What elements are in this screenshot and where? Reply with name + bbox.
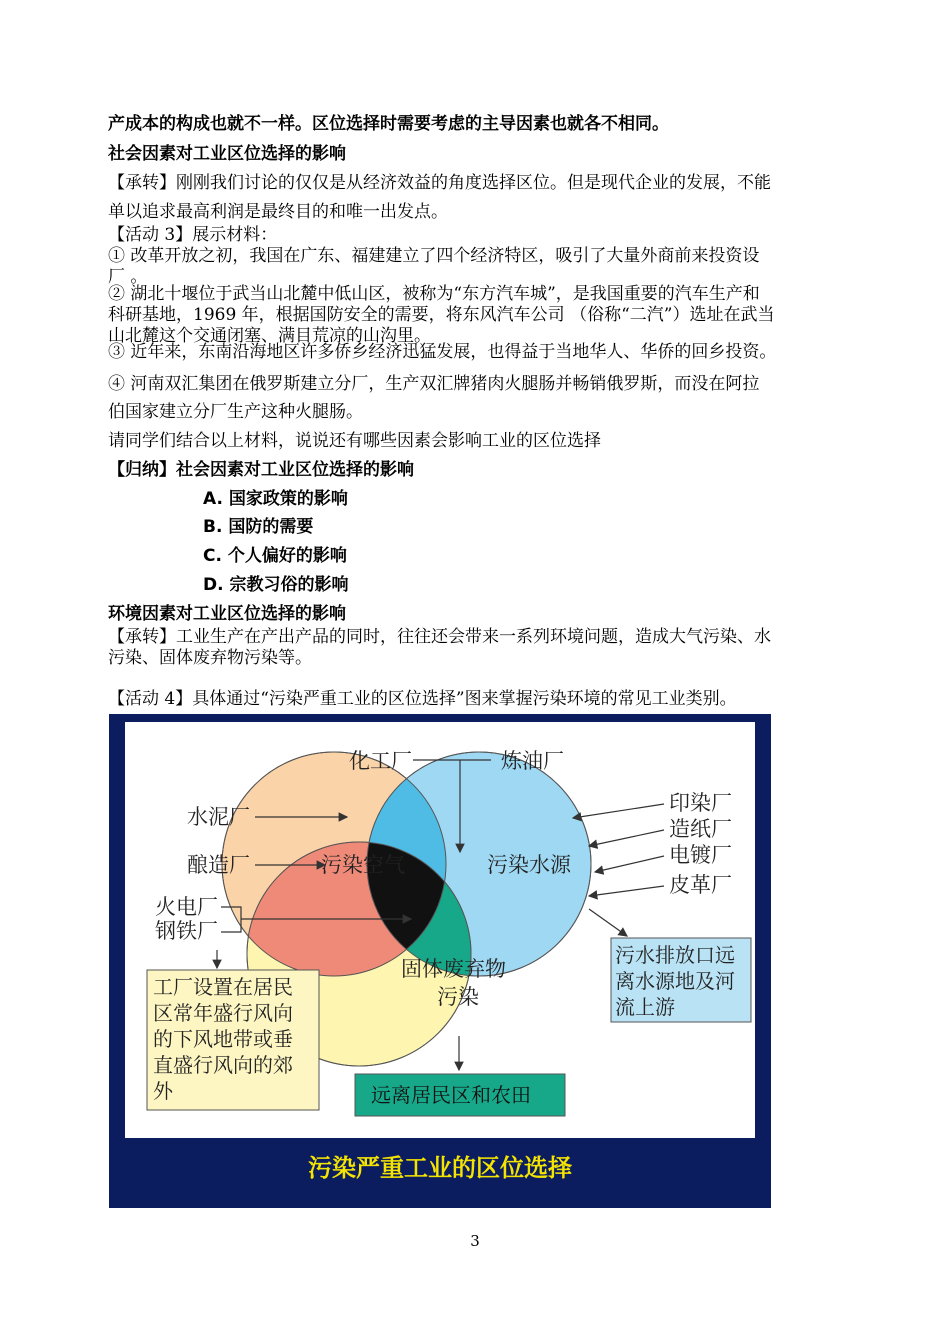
text-line: ① 改革开放之初，我国在广东、福建建立了四个经济特区，吸引了大量外商前来投资设 [108, 246, 760, 266]
label-chemical-plant: 化工厂 [349, 749, 412, 773]
label-steel-plant: 钢铁厂 [155, 919, 218, 943]
box-left-line: 外 [153, 1079, 173, 1103]
text-line: 【承转】工业生产在产出产品的同时，往往还会带来一系列环境问题，造成大气污染、水 [108, 627, 771, 647]
text-line: 伯国家建立分厂生产这种火腿肠。 [108, 402, 363, 422]
text-line: 产成本的构成也就不一样。区位选择时需要考虑的主导因素也就各不相同。 [108, 114, 669, 134]
activity-label: 【活动 3】展示材料： [108, 225, 278, 245]
text-line: 单以追求最高利润是最终目的和唯一出发点。 [108, 202, 448, 222]
question-line: 请同学们结合以上材料，说说还有哪些因素会影响工业的区位选择 [108, 431, 601, 451]
text-line: 科研基地，1969 年，根据国防安全的需要，将东风汽车公司 （俗称“二汽”）选址在武当 [108, 305, 775, 325]
page-number: 3 [470, 1232, 480, 1250]
box-left-line: 区常年盛行风向 [153, 1001, 293, 1025]
label-dyeing-plant: 印染厂 [669, 791, 732, 815]
text-line: 山北麓这个交通闭塞、满目荒凉的山沟里。 [108, 326, 431, 346]
list-item: B. 国防的需要 [203, 517, 314, 537]
text-line: 污染、固体废弃物污染等。 [108, 648, 312, 668]
text-line: 厂 。 [108, 267, 148, 287]
activity-4-line: 【活动 4】具体通过“污染严重工业的区位选择”图来掌握污染环境的常见工业类别。 [108, 689, 737, 709]
label-air: 污染空气 [321, 853, 405, 877]
section-heading-environment: 环境因素对工业区位选择的影响 [108, 604, 346, 624]
label-plating-plant: 电镀厂 [669, 843, 732, 867]
label-cement-plant: 水泥厂 [187, 805, 250, 829]
label-solid-1: 固体废弃物 [401, 957, 506, 981]
box-left-line: 的下风地带或垂 [153, 1027, 293, 1051]
section-heading-social: 社会因素对工业区位选择的影响 [108, 144, 346, 164]
label-paper-mill: 造纸厂 [669, 817, 732, 841]
text-line: ③ 近年来，东南沿海地区许多侨乡经济迅猛发展，也得益于当地华人、华侨的回乡投资。 [108, 342, 777, 362]
list-item: D. 宗教习俗的影响 [203, 575, 349, 595]
label-solid-2: 污染 [437, 985, 479, 1009]
box-bottom-text: 远离居民区和农田 [371, 1083, 531, 1107]
text-line: ② 湖北十堰位于武当山北麓中低山区，被称为“东方汽车城”，是我国重要的汽车生产和 [108, 284, 760, 304]
label-water: 污染水源 [487, 853, 571, 877]
box-right-line: 流上游 [615, 995, 675, 1019]
pollution-diagram [109, 714, 771, 1208]
label-brewery: 酿造厂 [187, 853, 250, 877]
label-tannery: 皮革厂 [669, 873, 732, 897]
list-item: C. 个人偏好的影响 [203, 546, 347, 566]
figure-title: 污染严重工业的区位选择 [308, 1154, 572, 1182]
text-line: ④ 河南双汇集团在俄罗斯建立分厂，生产双汇牌猪肉火腿肠并畅销俄罗斯，而没在阿拉 [108, 374, 760, 394]
box-right-line: 离水源地及河 [615, 969, 735, 993]
box-left-line: 工厂设置在居民 [153, 975, 293, 999]
text-line: 【承转】刚刚我们讨论的仅仅是从经济效益的角度选择区位。但是现代企业的发展，不能 [108, 173, 771, 193]
label-refinery: 炼油厂 [501, 749, 564, 773]
list-item: A. 国家政策的影响 [203, 489, 348, 509]
box-left-line: 直盛行风向的郊 [153, 1053, 293, 1077]
box-right-line: 污水排放口远 [615, 943, 735, 967]
summary-label: 【归纳】社会因素对工业区位选择的影响 [108, 460, 414, 480]
label-power-plant: 火电厂 [155, 895, 218, 919]
